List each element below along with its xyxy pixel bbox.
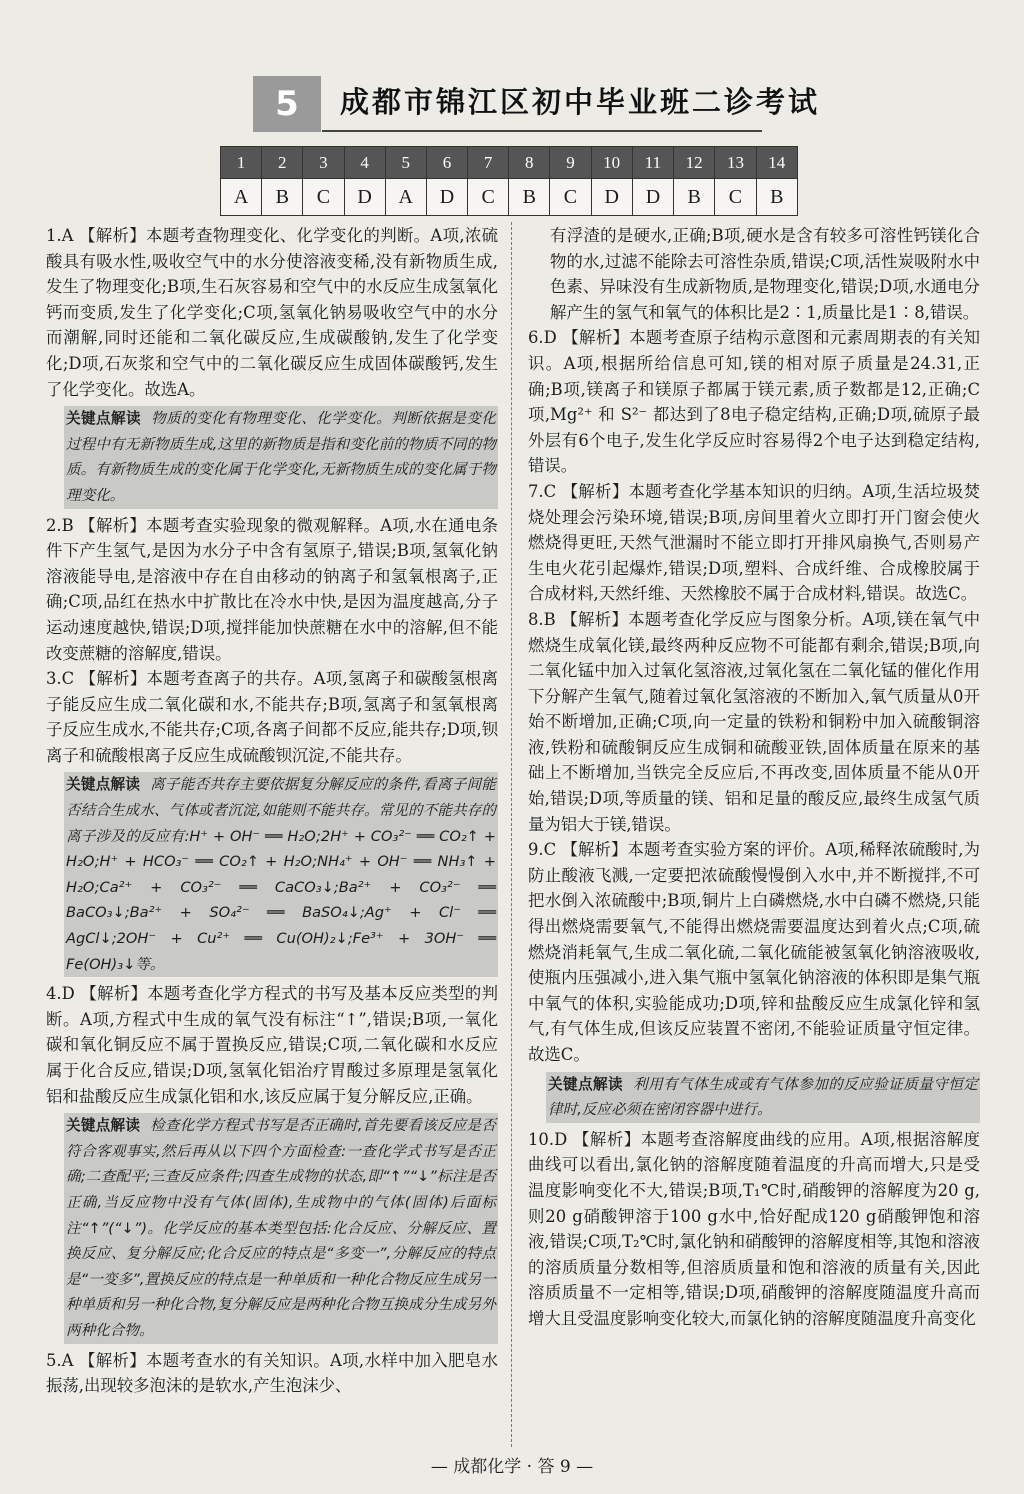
answer-cell: B (509, 179, 550, 216)
left-column (46, 223, 498, 1399)
key-point-label: 关键点解读 (66, 410, 142, 428)
key-point-text: 检查化学方程式书写是否正确时,首先要看该反应是否符合客观事实,然后再从以下四个方面检查:一查化学式书写是否正确;二查配平;三查反应条件;四查生成物的状态,即“↑”“↓”标注是否正确,当反应物中没有气体(固体),生成物中的气体(固体)后面标注“↑”(“↓”)。化学反应的基本类型包括:化合反应、分解反应、置换反应、复分解反应;化合反应的特点是“多变一”,分解反应的特点是“一变多”,置换反应的特点是一种单质和一种化合物反应生成另一种单质和另一种化合物,复分解反应是两种化合物互换成分生成另外两种化合物。 (66, 1117, 496, 1339)
key-point-text: 利用有气体生成或有气体参加的反应验证质量守恒定律时,反应必须在密闭容器中进行。 (548, 1075, 978, 1119)
key-point-q1 (64, 406, 498, 508)
answer-cell: A (221, 179, 262, 216)
key-point-label: 关键点解读 (548, 1075, 624, 1093)
column-divider (511, 222, 513, 1447)
question-number-cell: 1 (221, 147, 262, 179)
question-number-cell: 8 (509, 147, 550, 179)
question-number-cell: 13 (715, 147, 756, 179)
key-point-label: 关键点解读 (66, 1117, 141, 1135)
answer-cell: B (756, 179, 797, 216)
answer-cell: D (591, 179, 632, 216)
key-point-q9 (546, 1072, 980, 1123)
answer-cell: B (262, 179, 303, 216)
explanation-q2: 2.B 【解析】本题考查实验现象的微观解释。A项,水在通电条件下产生氢气,是因为水分子中含有氢原子,错误;B项,氢氧化钠溶液能导电,是溶液中存在自由移动的钠离子和氢氧根离子,正确;C项,品红在热水中扩散比在冷水中快,是因为温度越高,分子运动速度越快,错误;D项,搅拌能加快蔗糖在水中的溶解,但不能改变蔗糖的溶解度,错误。 (46, 515, 498, 663)
key-point-label: 关键点解读 (66, 776, 141, 794)
key-point-text: 离子能否共存主要依据复分解反应的条件,看离子间能否结合生成水、气体或者沉淀,如能则不能共存。常见的不能共存的离子涉及的反应有:H⁺ + OH⁻ ══ H₂O;2H⁺ + CO₃²⁻ ══ CO₂↑ + H₂O;H⁺ + HCO₃⁻ ══ CO₂↑ + H₂O;NH₄⁺ + OH⁻ ══ NH₃↑ + H₂O;Ca²⁺ + CO₃²⁻ ══ CaCO₃↓;Ba²⁺ + CO₃²⁻ ══ BaCO₃↓;Ba²⁺ + SO₄²⁻ ══ BaSO₄↓;Ag⁺ + Cl⁻ ══ AgCl↓;2OH⁻ + Cu²⁺ ══ Cu(OH)₂↓;Fe³⁺ + 3OH⁻ ══ Fe(OH)₃↓等。 (66, 776, 496, 973)
explanation-q3: 3.C 【解析】本题考查离子的共存。A项,氢离子和碳酸氢根离子能反应生成二氧化碳和水,不能共存;B项,氢离子和氢氧根离子反应生成水,不能共存;C项,各离子间都不反应,能共存;D项,钡离子和硫酸根离子反应生成硫酸钡沉淀,不能共存。 (46, 669, 498, 765)
explanation-q6: 6.D 【解析】本题考查原子结构示意图和元素周期表的有关知识。A项,根据所给信息可知,镁的相对原子质量是24.31,正确;B项,镁离子和镁原子都属于镁元素,质子数都是12,正确;C项,Mg²⁺ 和 S²⁻ 都达到了8电子稳定结构,正确;D项,硫原子最外层有6个电子,发生化学反应时容易得2个电子达到稳定结构,错误。 (528, 328, 980, 476)
explanation-q5: 5.A 【解析】本题考查水的有关知识。A项,水样中加入肥皂水振荡,出现较多泡沫的是软水,产生泡沫少、 (46, 1350, 498, 1396)
question-number-cell: 5 (385, 147, 426, 179)
answer-cell: A (385, 179, 426, 216)
key-point-text: 物质的变化有物理变化、化学变化。判断依据是变化过程中有无新物质生成,这里的新物质是指和变化前的物质不同的物质。有新物质生成的变化属于化学变化,无新物质生成的变化属于物理变化。 (66, 410, 496, 504)
answer-cell: C (303, 179, 344, 216)
key-point-q3 (64, 772, 498, 977)
question-number-cell: 9 (550, 147, 591, 179)
explanation-q8: 8.B 【解析】本题考查化学反应与图象分析。A项,镁在氧气中燃烧生成氧化镁,最终两种反应物不可能都有剩余,错误;B项,向二氧化锰中加入过氧化氢溶液,过氧化氢在二氧化锰的催化作用下分解产生氧气,随着过氧化氢溶液的不断加入,氧气质量从0开始不断增加,正确;C项,向一定量的铁粉和铜粉中加入硫酸铜溶液,铁粉和硫酸铜反应生成铜和硫酸亚铁,固体质量在原来的基础上不断增加,当铁完全反应后,不再改变,固体质量不能从0开始,错误;D项,等质量的镁、铝和足量的酸反应,最终生成氢气质量为铝大于镁,错误。 (528, 609, 980, 834)
question-number-cell: 7 (468, 147, 509, 179)
title-underline (322, 130, 762, 132)
question-number-cell: 3 (303, 147, 344, 179)
question-number-cell: 6 (426, 147, 467, 179)
answer-cell: D (344, 179, 385, 216)
question-number-cell: 12 (674, 147, 715, 179)
explanation-q7: 7.C 【解析】本题考查化学基本知识的归纳。A项,生活垃圾焚烧处理会污染环境,错误;B项,房间里着火立即打开门窗会使火燃烧得更旺,天然气泄漏时不能立即打开排风扇换气,否则易产生电火花引起爆炸,错误;D项,塑料、合成纤维、合成橡胶属于合成材料,天然纤维、天然橡胶不属于合成材料,错误。故选C。 (528, 481, 980, 604)
answer-cell: B (674, 179, 715, 216)
key-point-q4 (64, 1113, 498, 1343)
question-number-cell: 11 (632, 147, 673, 179)
answer-table (220, 146, 798, 216)
explanation-q5-continued: 有浮渣的是硬水,正确;B项,硬水是含有较多可溶性钙镁化合物的水,过滤不能除去可溶性杂质,错误;C项,活性炭吸附水中色素、异味没有生成新物质,是物理变化,错误;D项,水通电分解产生的氢气和氧气的体积比是2∶1,质量比是1∶8,错误。 (550, 226, 980, 322)
right-column (528, 223, 980, 1332)
answer-cell: C (468, 179, 509, 216)
section-number: 5 (253, 76, 321, 132)
explanation-q10: 10.D 【解析】本题考查溶解度曲线的应用。A项,根据溶解度曲线可以看出,氯化钠的溶解度随着温度的升高而增大,只是受温度影响变化不大,错误;B项,T₁℃时,硝酸钾的溶解度为20 g,则20 g硝酸钾溶于100 g水中,恰好配成120 g硝酸钾饱和溶液,错误;C项,T₂℃时,氯化钠和硝酸钾的溶解度相等,其饱和溶液的溶质质量分数相等,但溶质质量和饱和溶液的质量有关,因此溶质质量不一定相等,错误;D项,硝酸钾的溶解度随温度升高而增大且受温度影响变化较大,而氯化钠的溶解度随温度升高变化 (528, 1129, 980, 1328)
answer-cell: D (632, 179, 673, 216)
explanation-q1: 1.A 【解析】本题考查物理变化、化学变化的判断。A项,浓硫酸具有吸水性,吸收空气中的水分使溶液变稀,没有新物质生成,发生了物理变化;B项,生石灰容易和空气中的水反应生成氢氧化钙而变质,发生了化学变化;C项,氢氧化钠易吸收空气中的水分而潮解,同时还能和二氧化碳反应,生成碳酸钠,发生了化学变化;D项,石灰浆和空气中的二氧化碳反应生成固体碳酸钙,发生了化学变化。故选A。 (46, 226, 498, 399)
answer-cell: C (550, 179, 591, 216)
explanation-q4: 4.D 【解析】本题考查化学方程式的书写及基本反应类型的判断。A项,方程式中生成的氧气没有标注“↑”,错误;B项,一氧化碳和氧化铜反应不属于置换反应,错误;C项,二氧化碳和水反应属于化合反应,错误;D项,氢氧化铝治疗胃酸过多原理是氢氧化铝和盐酸反应生成氯化铝和水,该反应属于复分解反应,正确。 (46, 984, 498, 1106)
answer-table-answers-row (221, 179, 798, 216)
page-title: 成都市锦江区初中毕业班二诊考试 (340, 85, 821, 119)
question-number-cell: 2 (262, 147, 303, 179)
answer-cell: D (426, 179, 467, 216)
question-number-cell: 14 (756, 147, 797, 179)
answer-cell: C (715, 179, 756, 216)
answer-table-numbers-row (221, 147, 798, 179)
question-number-cell: 4 (344, 147, 385, 179)
explanation-q9: 9.C 【解析】本题考查实验方案的评价。A项,稀释浓硫酸时,为防止酸液飞溅,一定要把浓硫酸慢慢倒入水中,并不断搅拌,不可把水倒入浓硫酸中;B项,铜片上白磷燃烧,水中白磷不燃烧,只能得出燃烧需要氧气,不能得出燃烧需要温度达到着火点;C项,硫燃烧消耗氧气,生成二氧化硫,二氧化硫能被氢氧化钠溶液吸收,使瓶内压强减小,进入集气瓶中氢氧化钠溶液的体积即是集气瓶中氧气的体积,实验能成功;D项,锌和盐酸反应生成氯化锌和氢气,有气体生成,但该反应装置不密闭,不能验证质量守恒定律。故选C。 (528, 840, 980, 1064)
page-footer: — 成都化学 · 答 9 — (430, 1457, 594, 1477)
question-number-cell: 10 (591, 147, 632, 179)
